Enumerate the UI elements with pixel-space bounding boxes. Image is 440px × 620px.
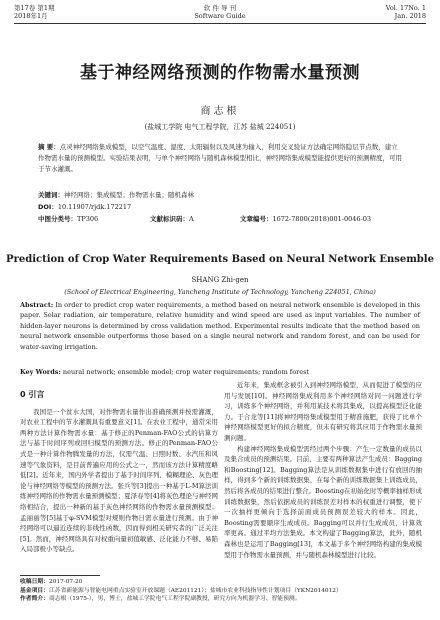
header-volume: 第17卷 第1期 2018年1月 — [14, 4, 55, 20]
header-journal: 软 件 导 刊 Software Guide — [194, 4, 246, 20]
abstract-cn-text: 点灵神经网络集成模型，以空气温度、湿度、太阳辐射以及风速为输入，利用交叉验证方法确定网络隐层节点数，建立作物需水量的预测模型。实验结果表明，与单个神经网络与随机森林模型相比，神经网络集成模型能提供更好的预测精度，可用于节水灌溉。 — [38, 143, 402, 173]
footnote-rule — [20, 575, 100, 576]
affiliation-en: (School of Electrical Engineering, Yancheng Institute of Technology, Yancheng 224051, China) — [64, 288, 376, 296]
doi-line — [38, 202, 402, 213]
keywords-cn-label: 关键词： — [38, 191, 64, 199]
received-date: 2017-07-20 — [49, 579, 83, 585]
clc-number — [38, 214, 98, 224]
running-header — [14, 4, 426, 24]
article-number-value: 1672-7800(2018)001-0046-03 — [272, 215, 372, 223]
header-date: Vol. 17No. 1 Jan. 2018 — [385, 4, 426, 20]
fund-text: 江苏省新能源与智能电网重点实验室开放课题（AE201121）；盐城市农业科技指导性计划项目（YKN2014012） — [49, 587, 342, 594]
keywords-cn — [38, 190, 402, 201]
bio-text: 商志根（1975-），男，博士，盐城工学院电气工程学院副教授，研究方向为机器学习、智能预测。 — [49, 596, 301, 603]
received-label: 收稿日期： — [20, 579, 49, 585]
intro-paragraph-3: 构建神经网络集成模型需经过两个步骤：产生一定数量的成员以及集合成员的预测结果。目前，主要有两种算法产生成员：Bagging和Boosting[12]。Bagging算法是从训练数据集中进行有放回的抽样，得到多个新的训练数据集，在每个新的训练数据集上训练成员，然后将各成员的结果进行整合。Boosting在初始化时等概率抽样形成训练数据集，然后依据成员的训练误差对样本的权重进行调整，使下一次抽样更倾向于选择前面成员预测误差较大的样本。因此，Boosting需要顺序生成成员。Bagging可以并行生成成员，计算效率更高。通过平均方法集成。本文构建了Bagging算法，此外，随机森林也是运用了Bagging[13]，本文基于多个神经网络构建的集成模型用于作物需水量预测，并与随机森林模型进行比较。 — [224, 444, 422, 559]
affiliation-cn: (盐城工学院 电气工程学院，江苏 盐城 224051) — [144, 123, 296, 131]
doi-label: DOI： — [38, 203, 58, 211]
footnotes — [20, 578, 420, 604]
author-name-en: SHANG Zhi-gen — [191, 276, 249, 284]
footnote-fund — [20, 587, 420, 596]
abstract-cn-label: 摘 要： — [38, 143, 60, 151]
footnote-received — [20, 578, 420, 587]
keywords-cn-text: 神经网络；集成模型；作物需水量；随机森林 — [64, 191, 194, 199]
body-column-right — [224, 380, 422, 560]
paper-title-en: Prediction of Crop Water Requirements Based on Neural Network Ensemble — [6, 254, 434, 265]
intro-paragraph-1: 我国是一个贫水大国，对作物需水量作出准确预测并按需灌溉，对农业工程中的节水灌溉具有重要意义[1]。在农业工程中，通常采用两种方法计算作物需水量：基于修正的Penman-FAO公式的估算方法与基于时间序列或回归模型的预测方法。修正的Penman-FAO公式是一种计算作物腾发量的方法，仪需气温、日照时数、水汽压和风速等气象资料，是目前普遍应用的公式之一，然而该方法计算精度略低[2]。近年来，国内外学者提出了基于时间序列、模糊理论、灰色理论与神经网络等模型的预测方法。张兵等[3]提出一种基于L-M算法训练神经网络的作物需水量预测模型；夏泽春等[4]将灰色理论与神经网络相结合，提出一种新的基于灰色神经网络的作物需水量预测模型；孟丽丽等[5]基于φ-SVM模型对规则作物日需水量进行预测。由于神经网络可以逼近连续的非线性函数，因而得到相关研究者的广泛关注[5]。然而，神经网络具有对权重向量初值敏感、泛化能力不够、易陷入局部极小等缺点。 — [20, 407, 218, 554]
abstract-en-label: Abstract: — [20, 301, 54, 309]
header-rule — [14, 23, 426, 24]
abstract-en-text: In order to predict crop water requirements, a method based on neural network ensemble is developed in this paper. Solar radiation, air temperature, relative humidity and wind speed are used as input variables. The number of hidden-layer neurons is determined by cross validation method. Experimental results indicate that the method based on neural network ensemble outperforms those based on a single neural network and random forest, and can be used for water-saving irrigation. — [20, 301, 420, 351]
intro-paragraph-2: 近年来，集成框念被引入到神经网络模型，从而促进了模型的应用与发展[10]。神经网络集成利用多个神经网络对同一问题进行学习，训练多个神经网络，并利用某技术将其集成，以提高模型泛化能力。于合龙等[11]将神经网络集成模型用于精准施肥，获得了比单个神经网络模型更好的拟合精度，但未有研究将其应用于作物需水量预测问题。 — [224, 381, 422, 442]
keywords-en — [20, 367, 420, 377]
keywords-en-label: Key Words: — [20, 368, 61, 376]
abstract-cn — [38, 142, 402, 175]
doc-code-label: 文献标识码： — [150, 215, 189, 223]
author-name-cn: 商志根 — [200, 106, 240, 117]
body-column-left — [20, 380, 218, 555]
doi-value: 10.11907/rjdk.172217 — [57, 203, 132, 211]
abstract-en — [20, 300, 420, 352]
doc-code-value: A — [189, 215, 194, 223]
doc-code — [150, 214, 194, 224]
clc-value: TP306 — [77, 215, 99, 223]
article-number-label: 文章编号： — [240, 215, 273, 223]
section-heading-intro: 0 引言 — [20, 390, 45, 399]
article-number — [240, 214, 371, 224]
clc-label: 中图分类号： — [38, 215, 77, 223]
paper-title-cn: 基于神经网络预测的作物需水量预测 — [80, 63, 360, 83]
footnote-bio — [20, 595, 420, 604]
bio-label: 作者简介： — [20, 596, 49, 603]
fund-label: 基金项目： — [20, 587, 49, 594]
keywords-en-text: neural network; ensemble model; crop water requirements; random forest — [62, 368, 310, 376]
